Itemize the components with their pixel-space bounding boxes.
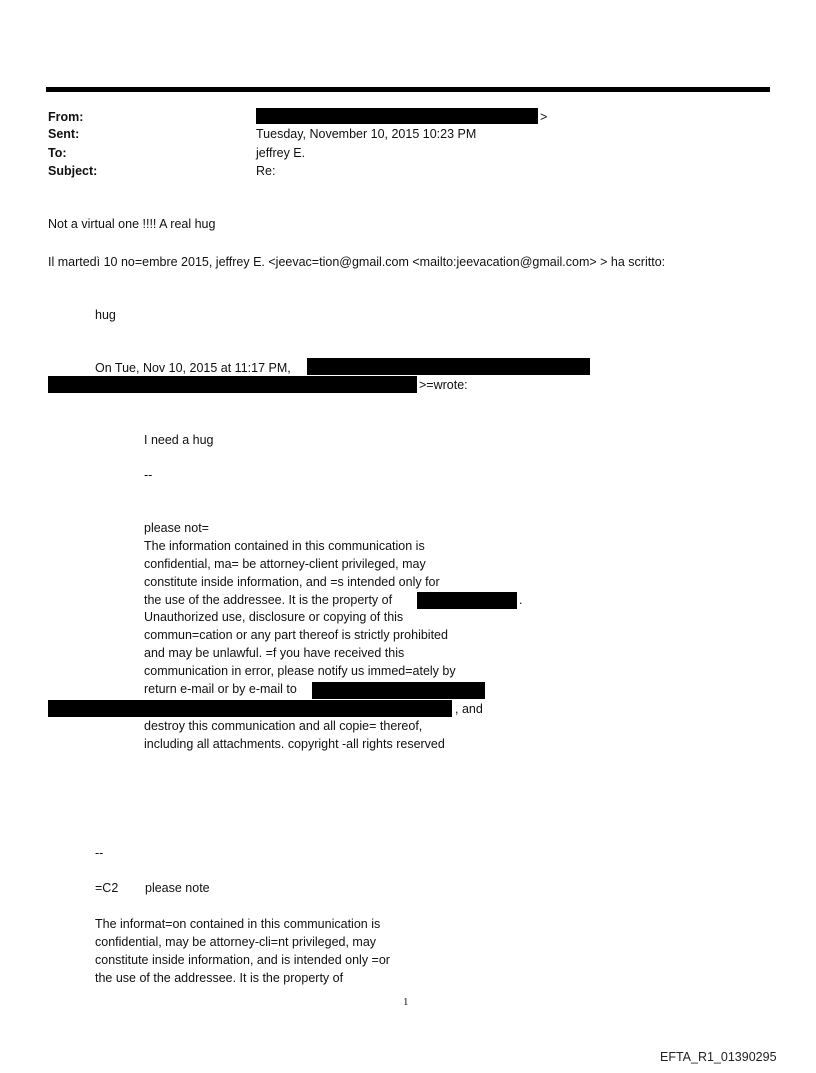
sender-redaction-2 — [48, 376, 417, 393]
sent-label: Sent: — [48, 127, 80, 141]
on-tue-line: On Tue, Nov 10, 2015 at 11:17 PM, — [95, 361, 291, 375]
bates-number: EFTA_R1_01390295 — [660, 1050, 777, 1064]
disclaimer-line: the use of the addressee. It is the property of — [95, 970, 344, 985]
dashes-1: -- — [144, 468, 153, 482]
disclaimer-line: The informat=on contained in this communication is — [95, 917, 381, 931]
disclaimer-line: confidential, ma= be attorney-client privileged, may — [144, 556, 426, 571]
need-hug-text: I need a hug — [144, 433, 214, 447]
disclaimer-line: communication in error, please notify us immed=ately by — [144, 664, 456, 679]
body-line-1: Not a virtual one !!!! A real hug — [48, 217, 216, 231]
from-redaction — [256, 108, 538, 124]
wrote-text: >=wrote: — [419, 378, 468, 392]
property-period: . — [519, 593, 523, 607]
header-rule — [46, 87, 770, 92]
disclaimer-2 — [95, 916, 390, 988]
disclaimer-line: commun=cation or any part thereof is strictly prohibited — [144, 628, 448, 643]
c2-text: =C2 — [95, 881, 119, 895]
disclaimer-tail — [144, 718, 445, 754]
disclaimer-line: constitute inside information, and is intended only =or — [95, 952, 390, 967]
sender-redaction-1 — [307, 358, 590, 375]
to-value: jeffrey E. — [256, 146, 306, 160]
and-text: , and — [455, 702, 483, 716]
hug-text: hug — [95, 308, 116, 322]
page-number: 1 — [403, 996, 409, 1008]
disclaimer-line: return e-mail or by e-mail to — [144, 682, 297, 697]
subject-label: Subject: — [48, 164, 98, 178]
disclaimer-line: including all attachments. copyright -all rights reserved — [144, 736, 445, 751]
subject-value: Re: — [256, 164, 276, 178]
to-label: To: — [48, 146, 67, 160]
email-redaction-1 — [312, 682, 485, 699]
disclaimer-line: and may be unlawful. =f you have received this — [144, 646, 405, 661]
sent-value: Tuesday, November 10, 2015 10:23 PM — [256, 127, 477, 141]
disclaimer-line: constitute inside information, and =s intended only for — [144, 574, 440, 589]
disclaimer-1 — [144, 520, 456, 699]
email-redaction-2 — [48, 700, 452, 717]
disclaimer-line: The information contained in this communication is — [144, 538, 425, 553]
from-label: From: — [48, 110, 84, 124]
property-redaction — [417, 592, 517, 609]
please-note-text: please note — [145, 881, 210, 895]
disclaimer-line: Unauthorized use, disclosure or copying of this — [144, 610, 404, 625]
dashes-2: -- — [95, 846, 104, 860]
disclaimer-line: destroy this communication and all copie= thereof, — [144, 719, 423, 733]
disclaimer-line: please not= — [144, 521, 209, 535]
disclaimer-line: the use of the addressee. It is the property of — [144, 592, 393, 607]
body-line-2: Il martedì 10 no=embre 2015, jeffrey E. <jeevac=tion@gmail.com <mailto:jeevacation@gmail.com> > ha scritto: — [48, 255, 666, 269]
disclaimer-line: confidential, may be attorney-cli=nt privileged, may — [95, 934, 377, 949]
from-value: > — [540, 110, 548, 124]
